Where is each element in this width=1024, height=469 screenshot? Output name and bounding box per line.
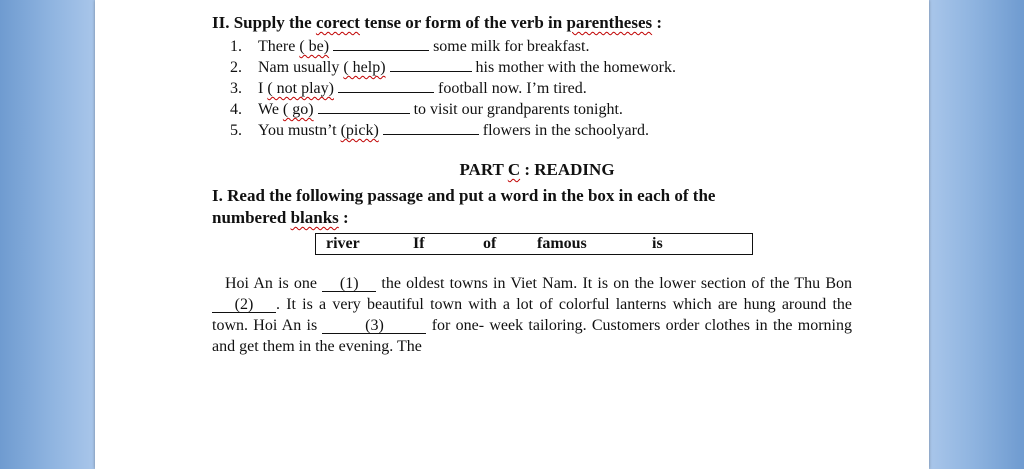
- word-box-item: river: [326, 235, 360, 252]
- flagged-word: parentheses: [566, 13, 653, 32]
- verb-exercise-list: [212, 36, 862, 141]
- word-box-item: famous: [537, 235, 587, 252]
- answer-blank: [390, 58, 472, 72]
- answer-blank: [383, 121, 479, 135]
- document-content: [212, 12, 862, 357]
- word-box-item: If: [413, 235, 425, 252]
- reading-passage: Hoi An is one (1) the oldest towns in Viet Nam. It is on the lower section of the Thu Bon (2) . It is a very beautiful town with a lot of colorful lanterns which are hung around the town. Hoi An is (3) for one- week tailoring. Customers order clothes in the morning and get them in the evening. The: [212, 275, 852, 355]
- answer-blank: [318, 100, 410, 114]
- word-box: [315, 233, 753, 255]
- part-c-heading: PART C : READING: [459, 160, 615, 179]
- exercise-item: 2. Nam usually ( help) his mother with the homework.: [230, 59, 676, 76]
- answer-blank: [338, 79, 434, 93]
- exercise-item: 1. There ( be) some milk for breakfast.: [230, 38, 590, 55]
- exercise-item: 4. We ( go) to visit our grandparents tonight.: [230, 101, 623, 118]
- exercise-item: 3. I ( not play) football now. I’m tired.: [230, 80, 587, 97]
- word-box-item: of: [483, 235, 497, 252]
- numbered-blank: (2): [212, 297, 276, 313]
- section-2-title: II. Supply the corect tense or form of the verb in parentheses :: [212, 13, 663, 32]
- numbered-blank: (1): [322, 276, 376, 292]
- exercise-item: 5. You mustn’t (pick) flowers in the schoolyard.: [230, 122, 649, 139]
- document-page: [95, 0, 929, 469]
- numbered-blank: (3): [322, 318, 426, 334]
- answer-blank: [333, 37, 429, 51]
- word-box-item: is: [652, 235, 663, 252]
- misspelled-word: corect: [315, 13, 360, 32]
- section-1-title: I. Read the following passage and put a word in the box in each of the numbered blanks :: [212, 186, 716, 227]
